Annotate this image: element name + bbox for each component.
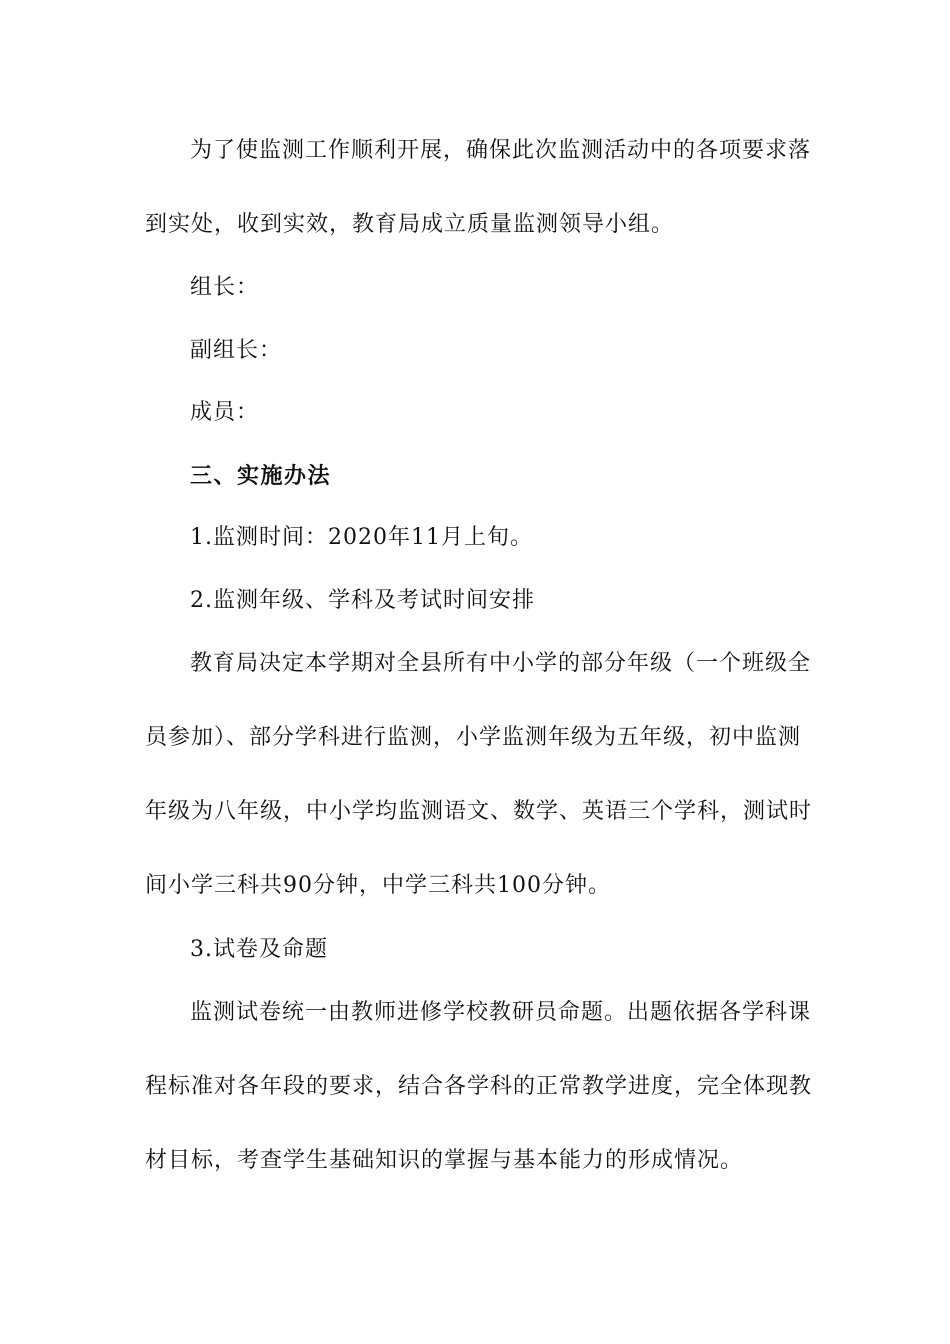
paragraph-2-line-2: 员参加）、部分学科进行监测，小学监测年级为五年级，初中监测 (145, 725, 802, 750)
paragraph-1-line-1: 为了使监测工作顺利开展，确保此次监测活动中的各项要求落 (190, 138, 812, 163)
item-papers-and-questions: 3.试卷及命题 (190, 937, 328, 962)
section-heading: 三、实施办法 (190, 463, 332, 489)
item-monitoring-time: 1.监测时间：2020年11月上旬。 (190, 525, 533, 550)
paragraph-3-line-3: 材目标，考查学生基础知识的掌握与基本能力的形成情况。 (145, 1148, 744, 1173)
paragraph-2-line-3: 年级为八年级，中小学均监测语文、数学、英语三个学科，测试时 (145, 799, 813, 824)
paragraph-3-line-1: 监测试卷统一由教师进修学校教研员命题。出题依据各学科课 (190, 1000, 812, 1025)
paragraph-1-line-2: 到实处，收到实效，教育局成立质量监测领导小组。 (145, 212, 675, 237)
paragraph-2-line-4: 间小学三科共90分钟，中学三科共100分钟。 (145, 873, 611, 898)
role-members: 成员： (190, 400, 260, 425)
role-deputy-leader: 副组长： (190, 338, 283, 363)
item-grades-subjects: 2.监测年级、学科及考试时间安排 (190, 588, 535, 613)
paragraph-3-line-2: 程标准对各年段的要求，结合各学科的正常教学进度，完全体现教 (145, 1074, 813, 1099)
paragraph-2-line-1: 教育局决定本学期对全县所有中小学的部分年级（一个班级全 (190, 651, 812, 676)
role-leader: 组长： (190, 275, 260, 300)
